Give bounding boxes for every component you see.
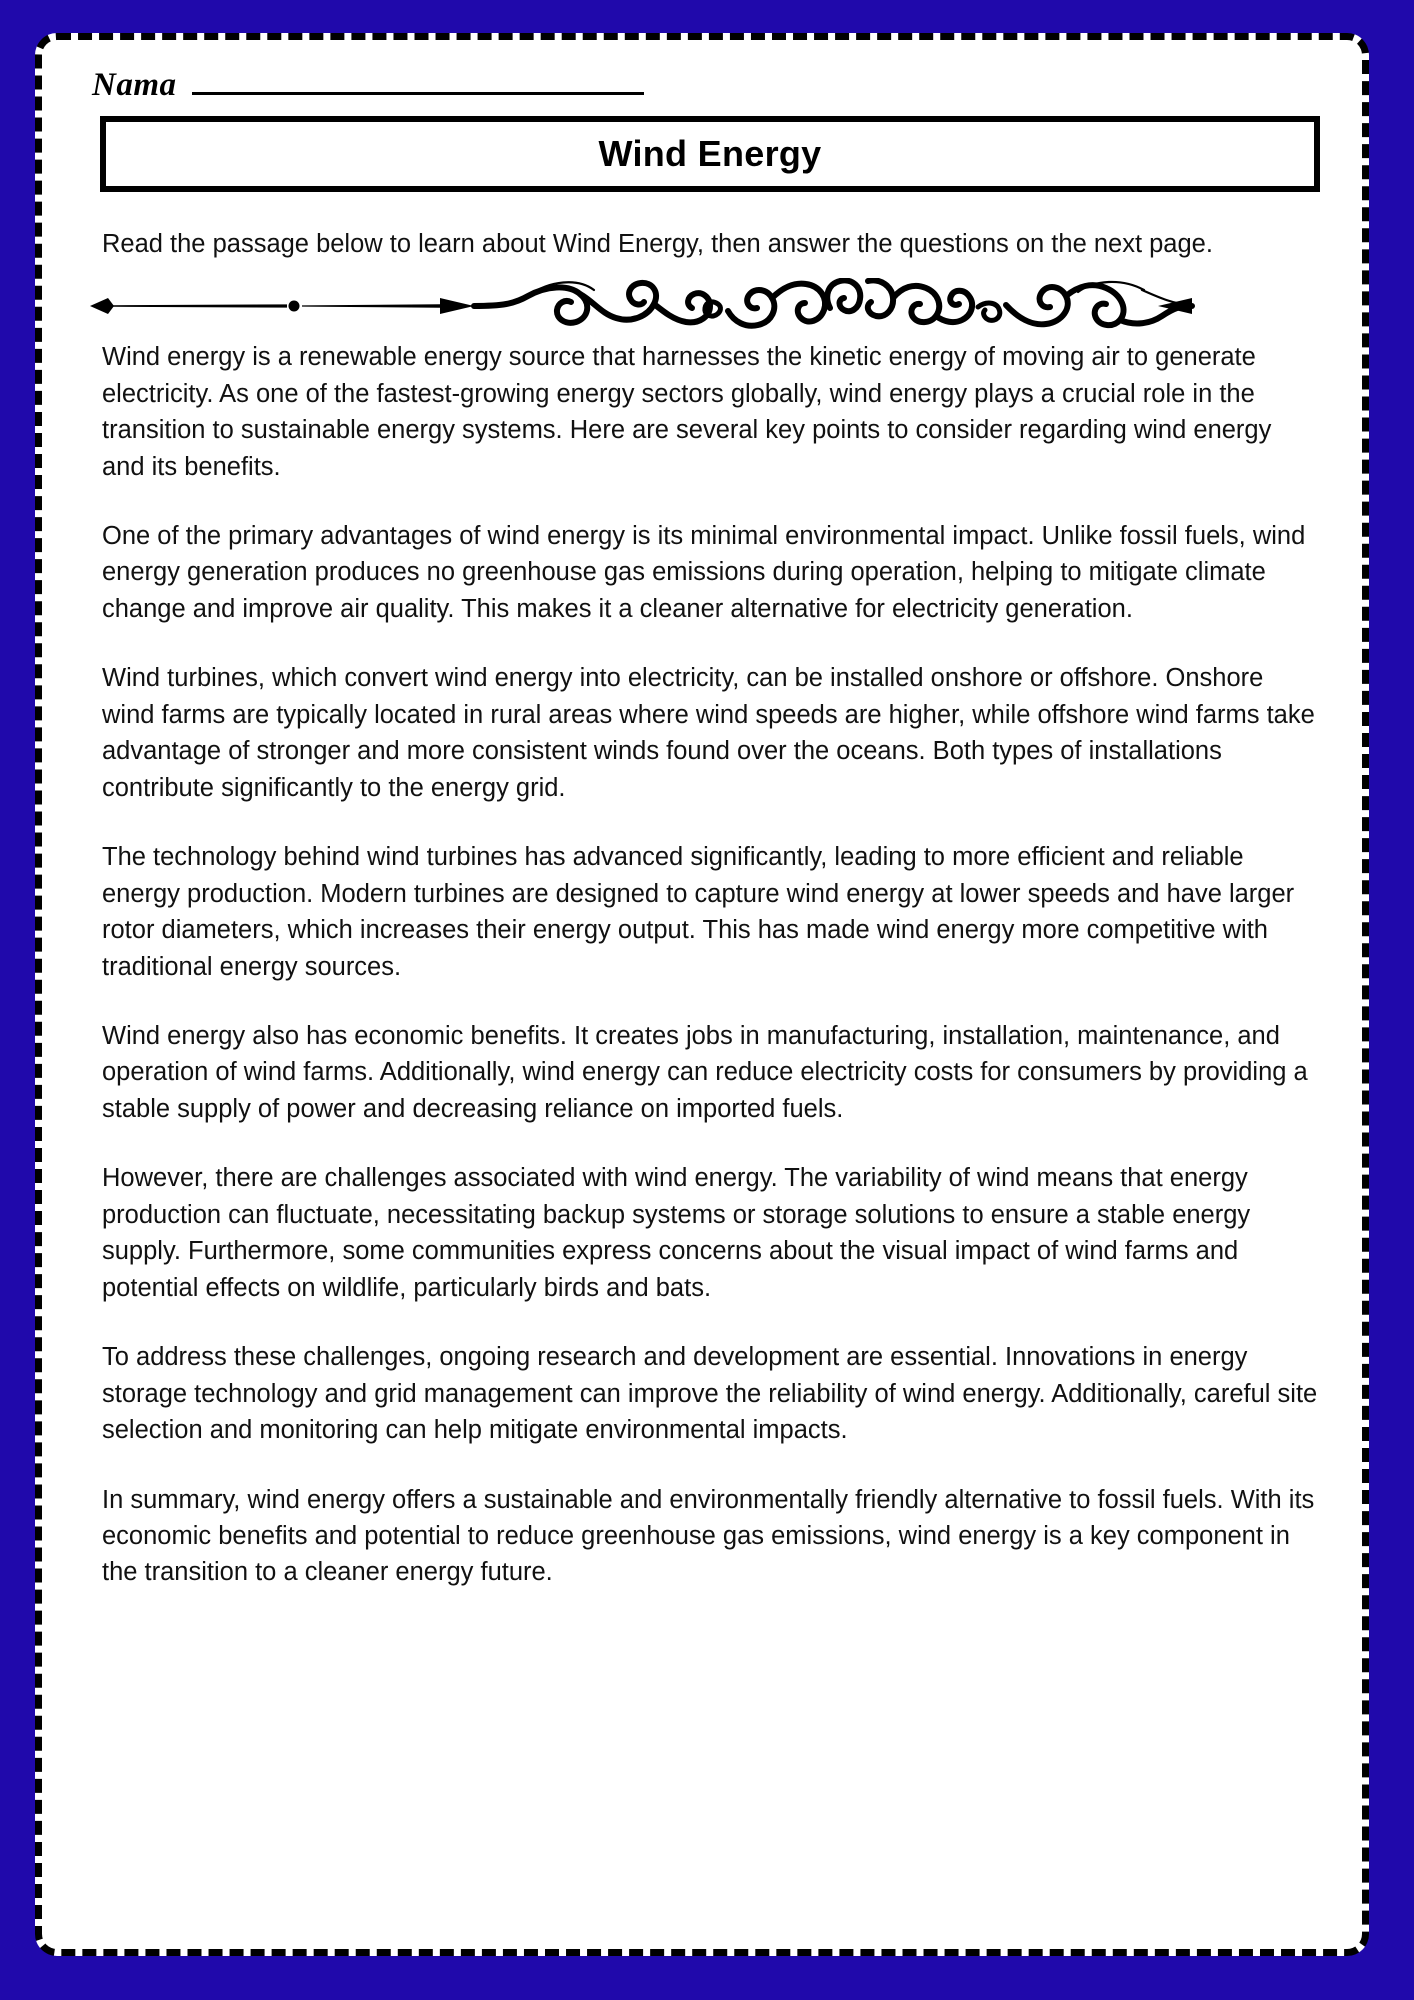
passage-paragraph: One of the primary advantages of wind energy is its minimal environmental impact. Unlike fossil fuels, wind energy generation produces no greenhouse gas emissions during operation, helping to mitigate climate change and improve air quality. This makes it a cleaner alternative for electricity generation. (102, 522, 1306, 623)
instructions-text: Read the passage below to learn about Wind Energy, then answer the questions on the next page. (102, 230, 1213, 258)
passage-paragraph: Wind turbines, which convert wind energy into electricity, can be installed onshore or offshore. Onshore wind farms are typically located in rural areas where wind speeds are higher, while offshore wind farms take advantage of stronger and more consistent winds found over the oceans. Both types of installations contribute significantly to the energy grid. (102, 664, 1315, 802)
page-title: Wind Energy (598, 133, 822, 174)
title-box (100, 116, 1320, 192)
passage-paragraph: Wind energy is a renewable energy source that harnesses the kinetic energy of moving air to generate electricity. As one of the fastest-growing energy sectors globally, wind energy plays a crucial role in the transition to sustainable energy systems. Here are several key points to consider regarding wind energy and its benefits. (102, 343, 1272, 481)
worksheet-page (35, 33, 1369, 1956)
passage-body (102, 339, 1320, 1591)
name-input-line[interactable] (192, 91, 644, 95)
passage-paragraph: However, there are challenges associated with wind energy. The variability of wind means that energy production can fluctuate, necessitating backup systems or storage solutions to ensure a stable energy supply. Furthermore, some communities express concerns about the visual impact of wind farms and potential effects on wildlife, particularly birds and bats. (102, 1164, 1251, 1302)
name-label: Nama (92, 67, 177, 103)
passage-paragraph: Wind energy also has economic benefits. It creates jobs in manufacturing, installation, maintenance, and operation of wind farms. Additionally, wind energy can reduce electricity costs for consumers by providing a stable supply of power and decreasing reliance on imported fuels. (102, 1022, 1308, 1123)
name-field-row (70, 50, 1334, 102)
ornamental-flourish-divider-icon (78, 275, 1326, 337)
passage-paragraph: The technology behind wind turbines has advanced significantly, leading to more efficient and reliable energy production. Modern turbines are designed to capture wind energy at lower speeds and have larger rotor diameters, which increases their energy output. This has made wind energy more competitive with traditional energy sources. (102, 843, 1295, 981)
passage-paragraph: In summary, wind energy offers a sustainable and environmentally friendly alternative to fossil fuels. With its economic benefits and potential to reduce greenhouse gas emissions, wind energy is a key component in the transition to a cleaner energy future. (102, 1485, 1315, 1587)
passage-paragraph: To address these challenges, ongoing research and development are essential. Innovations in energy storage technology and grid management can improve the reliability of wind energy. Additionally, careful site selection and monitoring can help mitigate environmental impacts. (102, 1343, 1318, 1445)
